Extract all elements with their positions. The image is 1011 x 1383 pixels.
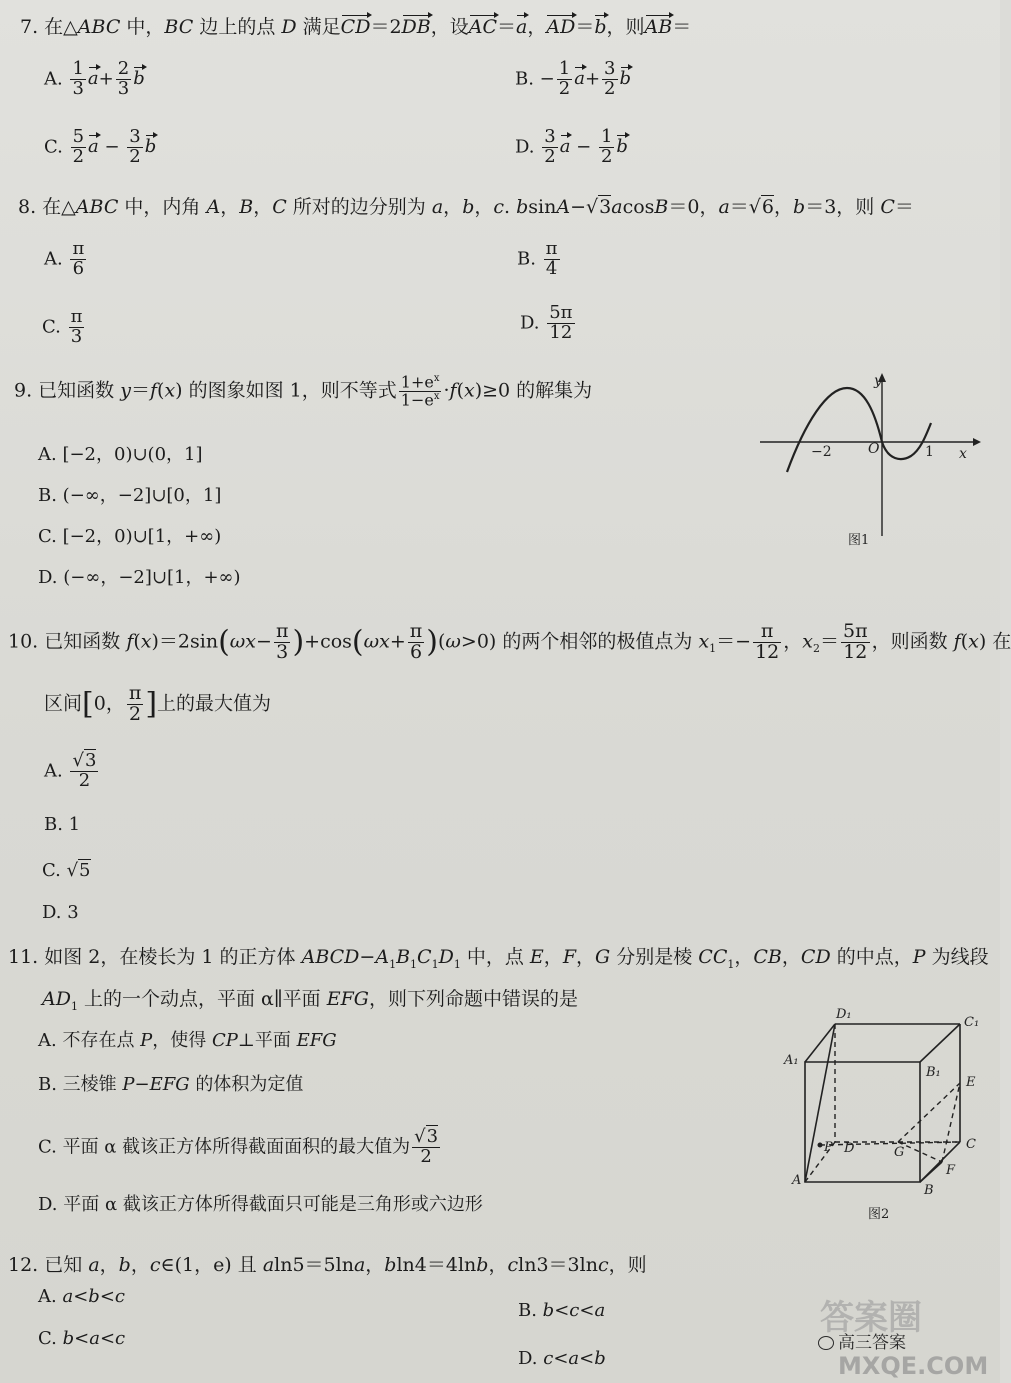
q10-stem-line2: 区间[0， $\frac{\pi}{2}$ ]上的最大值为 xyxy=(44,682,272,725)
x-label: x xyxy=(959,446,967,462)
q11-option-c: C. 平面 α 截该正方体所得截面面积的最大值为 $\frac{√3}{2}$ xyxy=(38,1126,439,1167)
label-c: C xyxy=(966,1137,976,1152)
q8-option-d: D. $\frac{5\pi}{12}$ xyxy=(520,302,573,343)
q11-option-b: B. 三棱锥 P−EFG 的体积为定值 xyxy=(38,1074,304,1095)
watermark-account xyxy=(818,1328,906,1353)
label-d1: D₁ xyxy=(836,1007,852,1022)
label-e: E xyxy=(966,1075,976,1090)
label-p: P xyxy=(824,1140,833,1155)
edge-b1c1 xyxy=(920,1024,960,1062)
q8-number: 8. xyxy=(18,196,37,218)
q11-number: 11. xyxy=(8,946,39,968)
wechat-icon xyxy=(818,1336,834,1350)
q9-option-d: D. (−∞，−2]∪[1，+∞) xyxy=(38,567,241,588)
q10-option-d: D. 3 xyxy=(42,902,79,923)
q12-option-c: C. b<a<c xyxy=(38,1328,126,1349)
origin-label: O xyxy=(868,441,880,457)
q10-option-b: B. 1 xyxy=(44,814,81,835)
segment-ge xyxy=(898,1083,960,1142)
q10-number: 10. xyxy=(8,630,39,653)
q9-option-a: A. [−2，0)∪(0，1] xyxy=(38,444,203,465)
q11-stem-line1: 11. 如图 2，在棱长为 1 的正方体 $ABCD-A_1B_1C_1D_1$ 中，点 E，F，G 分别是棱 $CC_1$，CB，CD 的中点，P 为线段 xyxy=(8,946,989,971)
figure-2-cube xyxy=(780,1002,990,1224)
tick-neg2: −2 xyxy=(811,444,832,460)
figure-1-graph xyxy=(755,368,980,550)
q12-option-a: A. a<b<c xyxy=(38,1286,125,1307)
label-f: F xyxy=(946,1163,956,1178)
q12-option-b: B. b<c<a xyxy=(518,1300,606,1321)
figure-2-caption: 图2 xyxy=(868,1207,890,1222)
watermark-account-name: 高三答案 xyxy=(838,1333,906,1353)
figure-1-caption: 图1 xyxy=(848,533,870,548)
y-label: y xyxy=(874,373,882,389)
q8-stem: 8. 在△ABC 中，内角 A，B，C 所对的边分别为 a，b，c. bsinA−√3acosB＝0，a＝√6，b＝3，则 C＝ xyxy=(18,196,914,218)
q7-option-b: B. − $\frac{1}{2}$ a+ $\frac{3}{2}$ b xyxy=(515,58,632,99)
q9-option-c: C. [−2，0)∪[1，+∞) xyxy=(38,526,222,547)
watermark-site: MXQE.COM xyxy=(838,1352,989,1380)
q8-option-c: C. $\frac{\pi}{3}$ xyxy=(42,306,83,347)
q7-number: 7. xyxy=(20,16,39,38)
cube-front-face xyxy=(805,1062,920,1182)
q10-option-c: C. √5 xyxy=(42,860,91,881)
bleed-through xyxy=(200,118,205,136)
q8-option-b: B. $\frac{\pi}{4}$ xyxy=(517,238,558,279)
q11-option-a: A. 不存在点 P，使得 CP⊥平面 EFG xyxy=(38,1030,337,1051)
tick-1: 1 xyxy=(925,444,934,460)
label-g: G xyxy=(894,1145,905,1160)
q9-number: 9. xyxy=(14,379,33,402)
label-c1: C₁ xyxy=(964,1015,980,1030)
watermark-brand: 答案圈 xyxy=(820,1298,922,1338)
edge-a1d1 xyxy=(805,1024,835,1062)
function-curve xyxy=(787,388,931,472)
point-p xyxy=(818,1143,823,1148)
segment-ad1 xyxy=(805,1024,835,1182)
q12-stem: 12. 已知 a，b，c∈(1，e) 且 aln5＝5lna，bln4＝4lnb，cln3＝3lnc，则 xyxy=(8,1254,647,1276)
q8-option-a: A. $\frac{\pi}{6}$ xyxy=(44,238,85,279)
label-a1: A₁ xyxy=(784,1053,799,1068)
q7-stem: 7. 在△ABC 中，BC 边上的点 D 满足CD＝2DB，设AC＝a，AD＝b，则AB＝ xyxy=(20,16,692,38)
q12-number: 12. xyxy=(8,1254,39,1276)
x-axis-arrow xyxy=(973,438,981,446)
q10-option-a: A. $\frac{√3}{2}$ xyxy=(44,750,97,791)
q7-option-a: A. $\frac{1}{3}$ a+ $\frac{2}{3}$ b xyxy=(44,58,145,99)
label-b1: B₁ xyxy=(926,1065,941,1080)
q9-stem: 9. 已知函数 y＝f(x) 的图象如图 1，则不等式 $\frac{1+e^x}{1-e^x}$ ·f(x)≥0 的解集为 xyxy=(14,372,593,410)
q11-stem-line2: $AD_1$ 上的一个动点，平面 α∥平面 EFG，则下列命题中错误的是 xyxy=(42,988,578,1013)
q11-option-d: D. 平面 α 截该正方体所得截面只可能是三角形或六边形 xyxy=(38,1194,483,1215)
q9-option-b: B. (−∞，−2]∪[0，1] xyxy=(38,485,222,506)
label-a: A xyxy=(792,1173,802,1188)
label-b: B xyxy=(924,1183,934,1198)
q7-option-d: D. $\frac{3}{2}$ a − $\frac{1}{2}$ b xyxy=(515,126,628,167)
label-d: D xyxy=(844,1141,855,1156)
q10-stem-line1: 10. 已知函数 f(x)＝2sin(ωx− $\frac{\pi}{3}$ )+cos(ωx+ $\frac{\pi}{6}$ )(ω>0) 的两个相邻的极值点为 $x_1=-$ $\frac{\pi}{12}$ ，$x_2=$ $\frac{5\pi}{12}$ ，则函数 f(x) 在 xyxy=(8,620,1011,663)
segment-bf xyxy=(920,1162,942,1182)
q12-option-d: D. c<a<b xyxy=(518,1348,606,1369)
q7-option-c: C. $\frac{5}{2}$ a − $\frac{3}{2}$ b xyxy=(44,126,157,167)
